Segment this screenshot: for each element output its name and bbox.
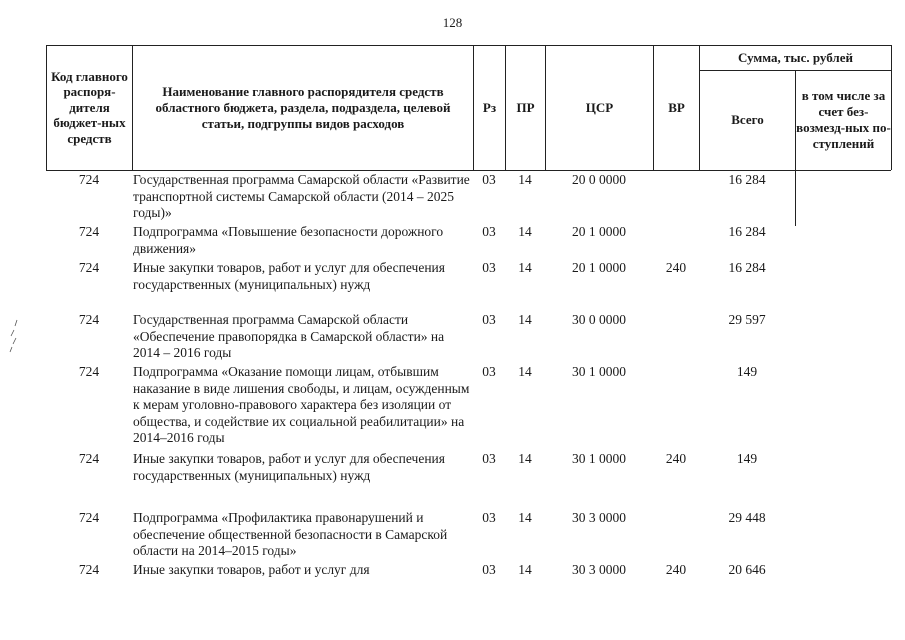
header-vr: ВР — [668, 99, 685, 115]
cell-pr: 14 — [518, 260, 532, 275]
cell-pr: 14 — [518, 312, 532, 327]
cell-pr: 14 — [518, 510, 532, 525]
cell-pr: 14 — [518, 451, 532, 466]
cell-name: Иные закупки товаров, работ и услуг для обеспечения государственных (муниципальных) нужд — [133, 260, 445, 292]
header-border — [132, 45, 133, 170]
cell-name: Государственная программа Самарской области «Развитие транспортной системы Самарской области (2014 – 2025 годы)» — [133, 172, 470, 220]
cell-pr: 14 — [518, 562, 532, 577]
header-pr: ПР — [516, 99, 535, 115]
cell-rz: 03 — [482, 562, 496, 577]
cell-code: 724 — [78, 364, 100, 379]
page-number: 128 — [442, 15, 463, 30]
cell-name: Иные закупки товаров, работ и услуг для обеспечения государственных (муниципальных) нужд — [133, 451, 445, 483]
cell-csr: 20 1 0000 — [572, 260, 626, 275]
cell-csr: 30 3 0000 — [572, 562, 626, 577]
cell-vr: 240 — [665, 260, 687, 275]
cell-total: 149 — [736, 364, 758, 379]
cell-name: Государственная программа Самарской области «Обеспечение правопорядка в Самарской области» на 2014 – 2016 годы — [133, 312, 445, 360]
cell-name: Подпрограмма «Оказание помощи лицам, отбывшим наказание в виде лишения свободы, и лицам, осужденным к мерам уголовно-правового характера без изоляции от общества, и содействие их социальной реабилитации» на 2014–2016 годы — [133, 364, 470, 445]
scan-margin-marks — [8, 318, 22, 354]
cell-csr: 30 3 0000 — [572, 510, 626, 525]
cell-code: 724 — [78, 510, 100, 525]
header-free: в том числе за счет без-возмезд-ных по-ступлений — [796, 88, 891, 151]
cell-pr: 14 — [518, 364, 532, 379]
cell-csr: 30 1 0000 — [572, 364, 626, 379]
cell-csr: 20 1 0000 — [572, 224, 626, 239]
header-total: Всего — [731, 112, 764, 127]
cell-total: 20 646 — [728, 562, 766, 577]
cell-rz: 03 — [482, 312, 496, 327]
cell-rz: 03 — [482, 260, 496, 275]
cell-total: 16 284 — [728, 260, 766, 275]
cell-pr: 14 — [518, 172, 532, 187]
cell-pr: 14 — [518, 224, 532, 239]
header-rz: Рз — [482, 99, 497, 115]
cell-total: 29 448 — [728, 510, 766, 525]
cell-code: 724 — [78, 312, 100, 327]
cell-rz: 03 — [482, 172, 496, 187]
cell-vr: 240 — [665, 451, 687, 466]
cell-name: Подпрограмма «Профилактика правонарушений и обеспечение общественной безопасности в Самарской области на 2014–2015 годы» — [133, 510, 448, 558]
cell-name: Подпрограмма «Повышение безопасности дорожного движения» — [133, 224, 444, 256]
cell-code: 724 — [78, 172, 100, 187]
column-border — [795, 170, 796, 226]
header-code: Код главного распоря-дителя бюджет-ных средств — [51, 68, 128, 146]
header-border — [891, 45, 892, 170]
cell-csr: 30 0 0000 — [572, 312, 626, 327]
cell-csr: 30 1 0000 — [572, 451, 626, 466]
header-name: Наименование главного распорядителя средств областного бюджета, раздела, подраздела, целевой статьи, подгруппы видов расходов — [155, 83, 451, 131]
cell-code: 724 — [78, 224, 100, 239]
cell-rz: 03 — [482, 224, 496, 239]
cell-name: Иные закупки товаров, работ и услуг для — [133, 562, 370, 577]
cell-rz: 03 — [482, 364, 496, 379]
cell-code: 724 — [78, 260, 100, 275]
cell-vr: 240 — [665, 562, 687, 577]
cell-total: 149 — [736, 451, 758, 466]
cell-code: 724 — [78, 562, 100, 577]
cell-rz: 03 — [482, 510, 496, 525]
cell-rz: 03 — [482, 451, 496, 466]
cell-total: 16 284 — [728, 224, 766, 239]
cell-total: 29 597 — [728, 312, 766, 327]
header-sum: Сумма, тыс. рублей — [738, 50, 853, 65]
header-csr: ЦСР — [585, 99, 614, 115]
cell-code: 724 — [78, 451, 100, 466]
cell-csr: 20 0 0000 — [572, 172, 626, 187]
cell-total: 16 284 — [728, 172, 766, 187]
